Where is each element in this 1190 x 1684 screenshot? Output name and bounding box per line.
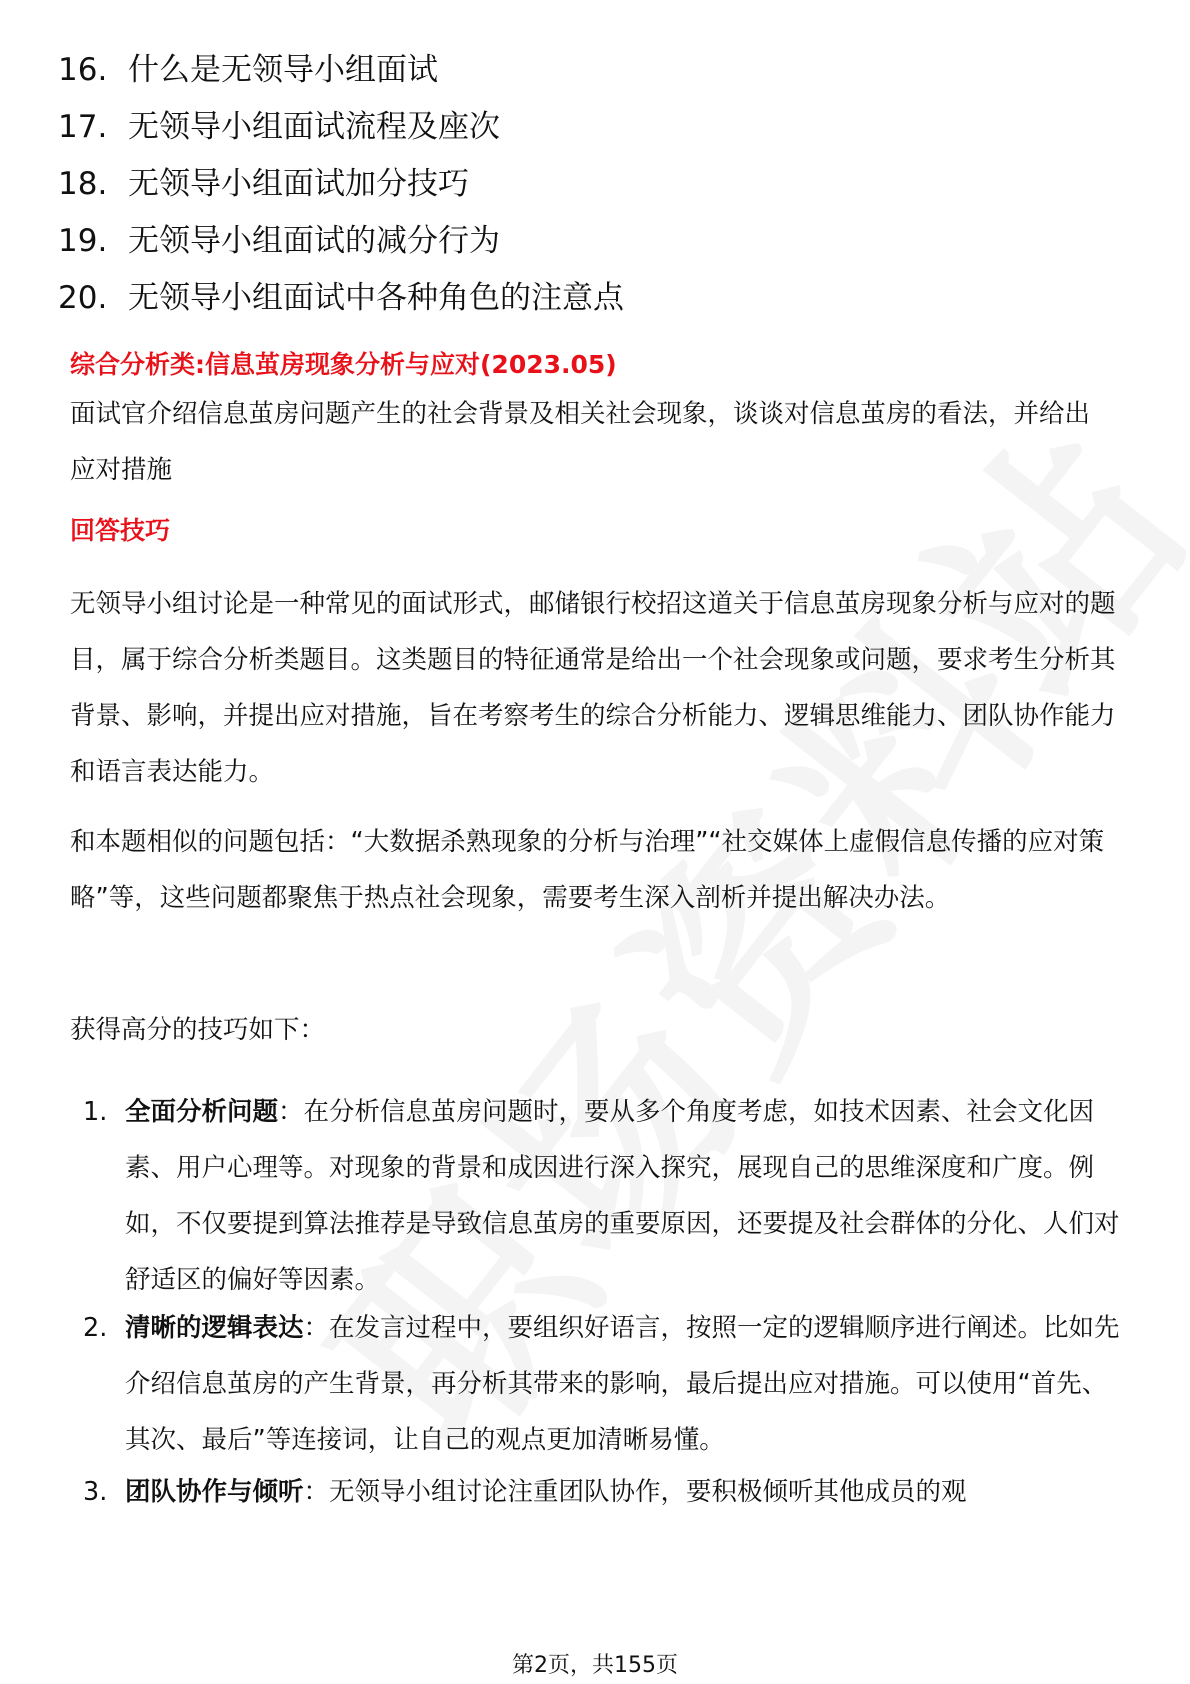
toc-text: 什么是无领导小组面试 [128,52,438,88]
list-item-text: ：在发言过程中，要组织好语言，按照一定的逻辑顺序进行阐述。比如先介绍信息茧房的产生背景，再分析其带来的影响，最后提出应对措施。可以使用“首先、其次、最后”等连接词，让自己的观点更加清晰易懂。 [125,1313,1120,1455]
toc-number: 16. [58,52,108,88]
toc-number: 19. [58,223,108,259]
list-number: 2. [83,1313,108,1343]
toc-item [58,221,500,261]
list-item [83,1464,1130,1520]
tips-intro: 获得高分的技巧如下： [70,1015,326,1045]
toc-item [58,164,469,204]
list-number: 3. [83,1477,108,1507]
list-item-heading: 清晰的逻辑表达 [125,1313,304,1343]
toc-item [58,50,438,90]
list-item [83,1300,1130,1468]
list-item-heading: 全面分析问题 [125,1097,279,1127]
page-footer: 第2页，共155页 [512,1653,678,1678]
toc-text: 无领导小组面试的减分行为 [128,223,500,259]
list-item-text: ：无领导小组讨论注重团队协作，要积极倾听其他成员的观 [303,1477,967,1507]
list-item-text: ：在分析信息茧房问题时，要从多个角度考虑，如技术因素、社会文化因素、用户心理等。对现象的背景和成因进行深入探究，展现自己的思维深度和广度。例如，不仅要提到算法推荐是导致信息茧房的重要原因，还要提及社会群体的分化、人们对舒适区的偏好等因素。 [125,1097,1120,1295]
tips-paragraph: 无领导小组讨论是一种常见的面试形式，邮储银行校招这道关于信息茧房现象分析与应对的题目，属于综合分析类题目。这类题目的特征通常是给出一个社会现象或问题，要求考生分析其背景、影响，并提出应对措施，旨在考察考生的综合分析能力、逻辑思维能力、团队协作能力和语言表达能力。 [70,589,1116,787]
toc-text: 无领导小组面试中各种角色的注意点 [128,280,624,316]
toc-text: 无领导小组面试流程及座次 [128,109,500,145]
toc-number: 20. [58,280,108,316]
tips-title: 回答技巧 [70,516,171,545]
toc-text: 无领导小组面试加分技巧 [128,166,469,202]
toc-item [58,278,624,318]
list-item-heading: 团队协作与倾听 [125,1477,304,1507]
similar-questions-paragraph: 和本题相似的问题包括：“大数据杀熟现象的分析与治理”“社交媒体上虚假信息传播的应对策略”等，这些问题都聚焦于热点社会现象，需要考生深入剖析并提出解决办法。 [70,827,1105,913]
question-body: 面试官介绍信息茧房问题产生的社会背景及相关社会现象，谈谈对信息茧房的看法，并给出应对措施 [70,399,1091,485]
toc-item [58,107,500,147]
toc-number: 17. [58,109,108,145]
list-number: 1. [83,1097,108,1127]
question-title: 综合分析类:信息茧房现象分析与应对(2023.05) [70,350,617,379]
toc-number: 18. [58,166,108,202]
list-item [83,1084,1130,1308]
